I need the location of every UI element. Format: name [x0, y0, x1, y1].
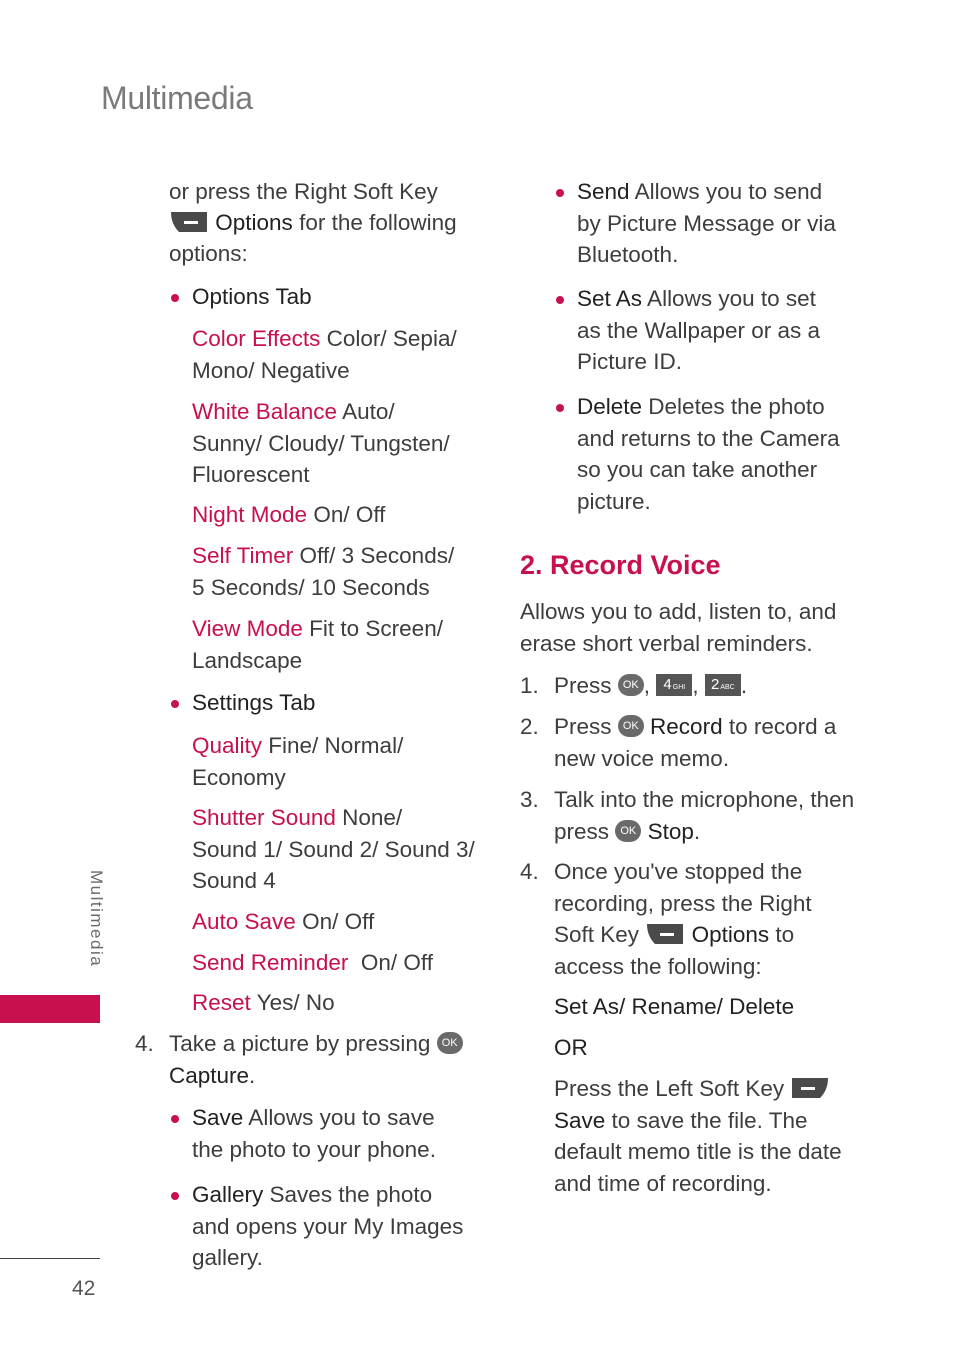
- view-mode-item: View Mode Fit to Screen/ Landscape: [192, 616, 443, 673]
- step-4: 4. Once you've stopped the recording, press the Right Soft Key Options to access the following:: [520, 859, 812, 979]
- step-1: 1. Press OK , 4GHI , 2ABC .: [520, 673, 748, 698]
- options-list: Set As/ Rename/ Delete: [554, 994, 795, 1019]
- two-key-icon: 2ABC: [705, 674, 741, 696]
- right-soft-key-icon: [645, 922, 685, 946]
- four-key-icon: 4GHI: [656, 674, 692, 696]
- record-voice-description: Allows you to add, listen to, and erase short verbal reminders.: [520, 599, 837, 656]
- color-effects-item: Color Effects Color/ Sepia/ Mono/ Negative: [192, 326, 457, 383]
- delete-bullet: Delete Deletes the photo and returns to the Camera so you can take another picture.: [577, 391, 900, 517]
- ok-key-icon: OK: [618, 674, 644, 696]
- night-mode-item: Night Mode On/ Off: [192, 502, 386, 527]
- settings-tab-bullet: Settings Tab: [192, 687, 499, 719]
- ok-key-icon: OK: [618, 715, 644, 737]
- intro-line-2: Options for the following: [169, 207, 499, 239]
- step-4-take-picture: 4. Take a picture by pressing OK Capture.: [169, 1028, 499, 1091]
- intro-line-1: or press the Right Soft Key: [169, 179, 438, 204]
- shutter-sound-item: Shutter Sound None/ Sound 1/ Sound 2/ Sound 3/ Sound 4: [192, 805, 475, 893]
- left-soft-key-icon: [790, 1076, 830, 1100]
- footer-rule: [0, 1258, 100, 1259]
- white-balance-item: White Balance Auto/ Sunny/ Cloudy/ Tungsten/ Fluorescent: [192, 399, 450, 487]
- right-soft-key-icon: [169, 210, 209, 234]
- left-column: [135, 176, 499, 1276]
- right-column: [520, 176, 900, 1226]
- self-timer-item: Self Timer Off/ 3 Seconds/ 5 Seconds/ 10 Seconds: [192, 543, 455, 600]
- step-2: 2. Press OK Record to record a new voice memo.: [520, 714, 837, 771]
- step-3: 3. Talk into the microphone, then press OK Stop.: [520, 787, 855, 844]
- set-as-bullet: Set As Allows you to set as the Wallpaper or as a Picture ID.: [577, 283, 900, 378]
- reset-item: Reset Yes/ No: [192, 990, 335, 1015]
- intro-line-3: options:: [169, 241, 248, 266]
- or-label: OR: [554, 1035, 588, 1060]
- section-heading-record-voice: 2. Record Voice: [520, 550, 721, 580]
- ok-key-icon: OK: [437, 1032, 463, 1054]
- sidebar-section-label: Multimedia: [87, 870, 106, 968]
- quality-item: Quality Fine/ Normal/ Economy: [192, 733, 404, 790]
- send-reminder-item: Send Reminder On/ Off: [192, 950, 433, 975]
- send-bullet: Send Allows you to send by Picture Message or via Bluetooth.: [577, 176, 900, 271]
- options-tab-bullet: Options Tab: [192, 281, 499, 313]
- gallery-bullet: Gallery Saves the photo and opens your My Images gallery.: [192, 1179, 499, 1274]
- left-soft-key-instructions: Press the Left Soft Key Save to save the file. The default memo title is the date and time of recording.: [554, 1076, 842, 1196]
- ok-key-icon: OK: [615, 820, 641, 842]
- save-bullet: Save Allows you to save the photo to your phone.: [192, 1102, 499, 1165]
- sidebar-accent-bar: [0, 995, 100, 1023]
- page-title: Multimedia: [101, 80, 253, 116]
- page-number: 42: [72, 1277, 96, 1300]
- auto-save-item: Auto Save On/ Off: [192, 909, 375, 934]
